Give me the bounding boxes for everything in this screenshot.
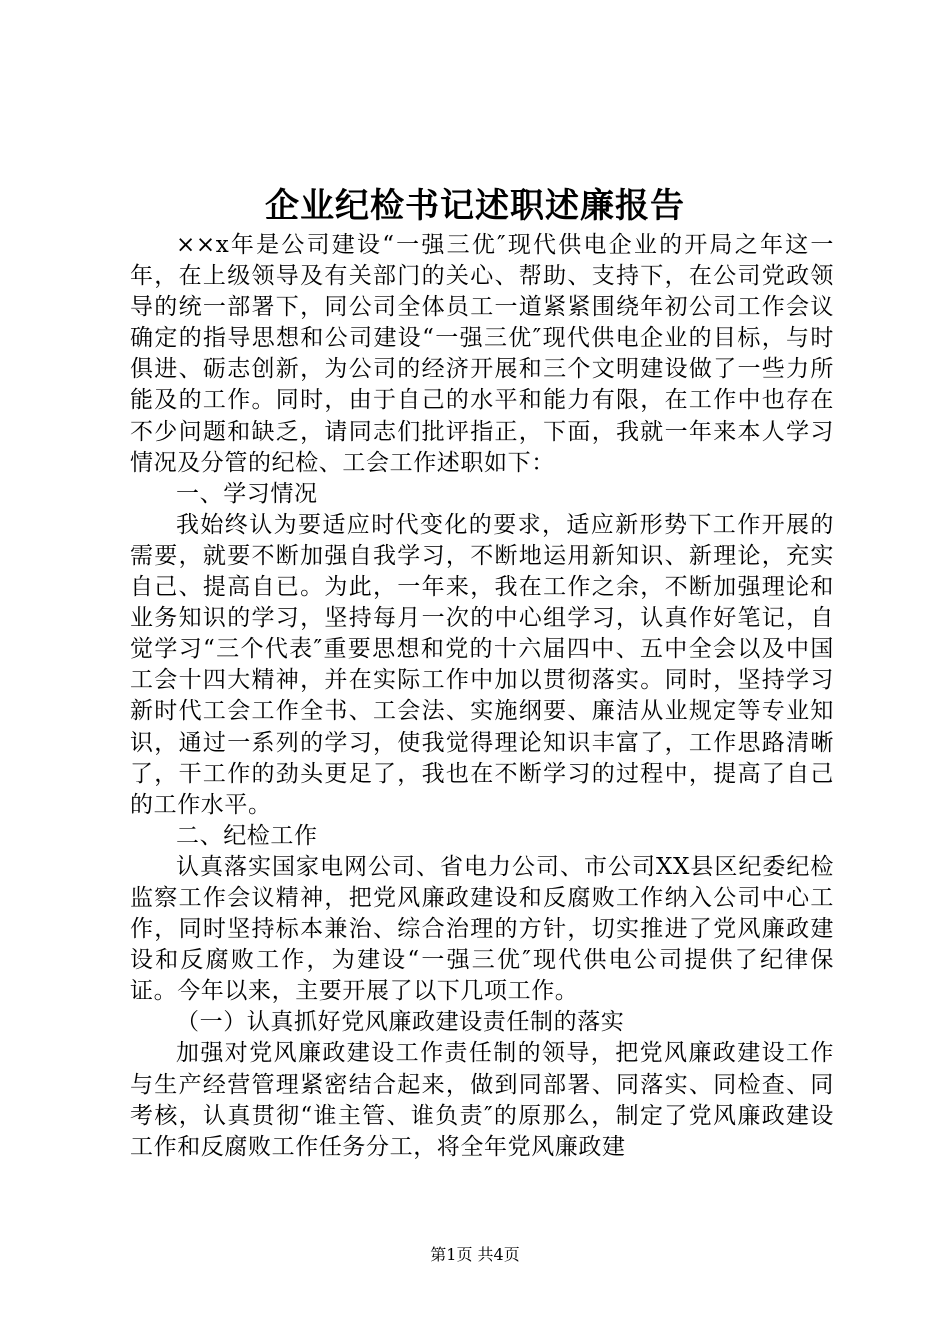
section-heading-study: 一、学习情况: [176, 480, 318, 507]
intro-paragraph: ××x年是公司建设“一强三优″现代供电企业的开局之年这一年，在上级领导及有关部门的关心、帮助、支持下，在公司党政领导的统一部署下，同公司全体员工一道紧紧围绕年初公司工作会议确定的指导思想和公司建设“一强三优″现代供电企业的目标，与时俱进、砺志创新，为公司的经济开展和三个文明建设做了一些力所能及的工作。同时，由于自己的水平和能力有限，在工作中也存在不少问题和缺乏，请同志们批评指正，下面，我就一年来本人学习情况及分管的纪检、工会工作述职如下：: [130, 232, 834, 476]
discipline-paragraph: 认真落实国家电网公司、省电力公司、市公司XX县区纪委纪检监察工作会议精神，把党风廉政建设和反腐败工作纳入公司中心工作，同时坚持标本兼治、综合治理的方针，切实推进了党风廉政建设和反腐败工作，为建设“一强三优″现代供电公司提供了纪律保证。今年以来，主要开展了以下几项工作。: [130, 853, 834, 1005]
document-title: 企业纪检书记述职述廉报告: [265, 186, 685, 226]
responsibility-paragraph: 加强对党风廉政建设工作责任制的领导，把党风廉政建设工作与生产经营管理紧密结合起来，做到同部署、同落实、同检查、同考核，认真贯彻“谁主管、谁负责″的原那么，制定了党风廉政建设工作和反腐败工作任务分工，将全年党风廉政建: [130, 1040, 834, 1160]
subsection-heading-responsibility: （一）认真抓好党风廉政建设责任制的落实: [176, 1009, 625, 1036]
section-heading-discipline: 二、纪检工作: [176, 822, 318, 849]
page-number-footer: 第1页 共4页: [430, 1245, 520, 1264]
study-paragraph: 我始终认为要适应时代变化的要求，适应新形势下工作开展的需要，就要不断加强自我学习，不断地运用新知识、新理论，充实自己、提高自已。为此，一年来，我在工作之余，不断加强理论和业务知识的学习，坚持每月一次的中心组学习，认真作好笔记，自觉学习“三个代表″重要思想和党的十六届四中、五中全会以及中国工会十四大精神，并在实际工作中加以贯彻落实。同时，坚持学习新时代工会工作全书、工会法、实施纲要、廉洁从业规定等专业知识，通过一系列的学习，使我觉得理论知识丰富了，工作思路清晰了，干工作的劲头更足了，我也在不断学习的过程中，提高了自己的工作水平。: [130, 511, 834, 818]
document-body: [130, 230, 834, 1163]
